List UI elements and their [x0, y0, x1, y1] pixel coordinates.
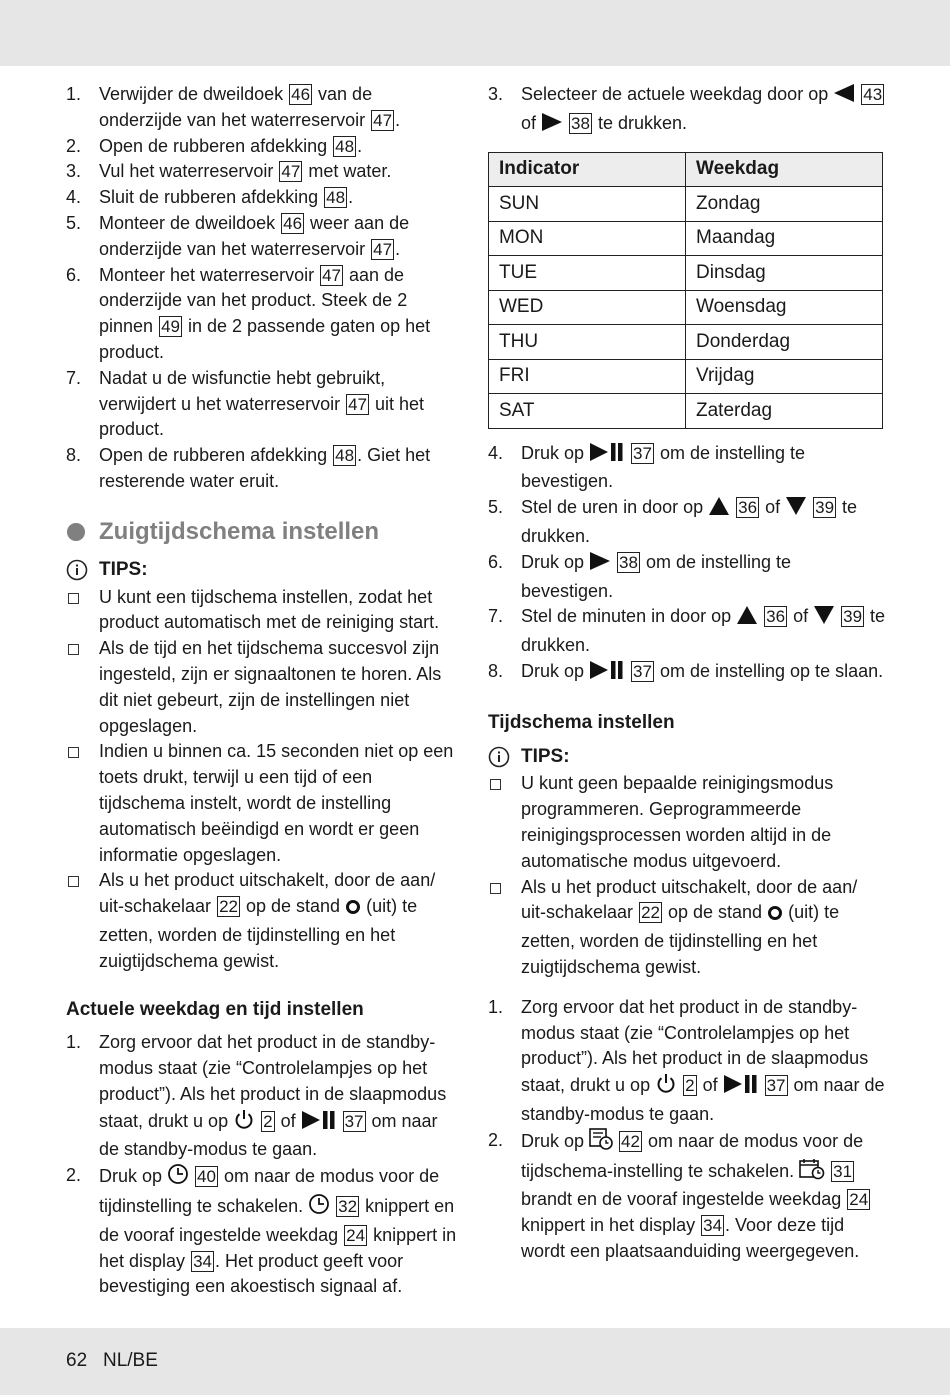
checkbox-bullet-icon: [68, 593, 79, 604]
reference-number: 2: [685, 1076, 695, 1096]
text-segment: Druk op: [521, 442, 590, 463]
list-item: [488, 441, 886, 496]
text-segment: of: [788, 606, 814, 627]
steps-list-c: [488, 441, 886, 688]
reference-number: 47: [373, 110, 393, 130]
play-pause-icon: [589, 442, 625, 470]
step-number: 1.: [66, 1032, 82, 1053]
reference-number: 32: [338, 1197, 358, 1217]
text-segment: . Giet het resterende water eruit.: [99, 445, 431, 491]
off-circle-icon: [345, 897, 361, 923]
text-segment: [855, 84, 860, 104]
text-segment: op de stand: [240, 896, 346, 917]
step-number: 1.: [66, 84, 82, 104]
text-segment: Stel de minuten in door op: [521, 606, 737, 627]
table-row: [489, 256, 883, 291]
text-segment: Druk op: [99, 1166, 168, 1187]
checkbox-bullet-icon: [68, 876, 79, 887]
text-segment: [563, 113, 568, 133]
text-segment: Open de rubberen afdekking: [99, 135, 333, 156]
text-segment: knippert en de vooraf ingestelde weekdag: [99, 1196, 455, 1245]
reference-number: 37: [766, 1076, 786, 1096]
reference-number: 48: [335, 136, 355, 156]
text-segment: Als u het product uitschakelt, door de aan/ uit-schakelaar: [521, 876, 858, 923]
reference-number: 37: [344, 1111, 364, 1131]
play-pause-icon: [301, 1110, 337, 1138]
text-segment: op de stand: [662, 902, 768, 923]
text-segment: [758, 606, 763, 626]
list-item: [66, 366, 458, 443]
up-arrow-icon: [736, 605, 758, 633]
step-number: 8.: [488, 660, 504, 681]
weekday-cell: Maandag: [686, 221, 883, 256]
down-arrow-icon: [813, 605, 835, 633]
reference-number: 46: [291, 85, 311, 104]
step-number: 6.: [488, 551, 504, 572]
clock-icon: [167, 1163, 189, 1193]
text-segment: Nadat u de wisfunctie hebt gebruikt, verwijdert u het waterreservoir: [99, 367, 386, 414]
reference-number: 42: [621, 1131, 640, 1151]
step-3-list: [488, 82, 886, 140]
weekday-cell: Donderdag: [686, 325, 883, 360]
checkbox-bullet-icon: [490, 883, 501, 894]
left-arrow-icon: [833, 83, 855, 111]
indicator-cell: SAT: [489, 394, 686, 429]
text-segment: Als de tijd en het tijdschema succesvol zijn ingesteld, zijn er signaaltonen te horen. Als dit niet gebeurt, zijn de instellingen niet opgeslagen.: [99, 638, 442, 736]
text-segment: te drukken.: [521, 497, 858, 546]
reference-number: 34: [193, 1251, 212, 1271]
text-segment: .: [395, 109, 401, 130]
play-pause-icon: [723, 1074, 759, 1102]
reference-number: 47: [348, 394, 368, 414]
step-number: 6.: [66, 264, 82, 285]
text-segment: [759, 1075, 764, 1095]
text-segment: brandt en de vooraf ingestelde weekdag: [521, 1189, 847, 1210]
text-segment: [730, 497, 735, 517]
subheading: Actuele weekdag en tijd instellen: [66, 998, 364, 1020]
list-item: [488, 82, 886, 140]
text-segment: Monteer de dweildoek: [99, 212, 281, 233]
text-segment: Zorg ervoor dat het product in de standby-modus staat (zie “Controlelampjes op het product”). Als het product in de slaapmodus staat, drukt u op: [521, 996, 869, 1096]
text-segment: Druk op: [521, 1130, 590, 1151]
text-segment: [611, 552, 616, 572]
reference-number: 24: [849, 1190, 869, 1210]
step-number: 3.: [66, 161, 82, 182]
list-item: [488, 995, 886, 1128]
text-segment: Druk op: [521, 660, 590, 681]
text-segment: Monteer het waterreservoir: [99, 264, 320, 285]
weekday-cell: Dinsdag: [686, 256, 883, 291]
text-segment: om de instelling te bevestigen.: [521, 551, 792, 601]
text-segment: (uit) te zetten, worden de tijdinstelling en het zuigtijdschema gewist.: [99, 896, 418, 971]
text-segment: Verwijder de dweildoek: [99, 84, 289, 104]
list-item: [66, 159, 458, 185]
steps-list-d: [488, 995, 886, 1265]
list-item: [66, 211, 458, 263]
step-number: 7.: [66, 367, 82, 388]
text-segment: [330, 1196, 335, 1216]
text-segment: om de instelling op te slaan.: [654, 660, 884, 681]
tips-list: [488, 771, 886, 980]
schedule-icon: [589, 1128, 613, 1158]
text-segment: knippert in het display: [99, 1224, 457, 1271]
reference-number: 43: [863, 85, 883, 104]
step-number: 2.: [488, 1129, 504, 1150]
step-number: 3.: [488, 84, 504, 104]
list-item: [66, 1030, 458, 1163]
text-segment: om naar de modus voor de tijdschema-instelling te schakelen.: [521, 1130, 864, 1181]
step-number: 7.: [488, 606, 504, 627]
reference-number: 47: [373, 239, 393, 259]
list-item: [488, 875, 886, 981]
text-segment: om naar de standby-modus te gaan.: [521, 1075, 885, 1124]
page-number: 62: [66, 1350, 88, 1371]
checkbox-bullet-icon: [68, 747, 79, 758]
step-number: 4.: [488, 442, 504, 463]
text-segment: of: [697, 1075, 723, 1096]
step-number: 5.: [488, 497, 504, 518]
table-header: Weekdag: [686, 152, 883, 187]
left-column: [66, 82, 458, 1300]
text-segment: Selecteer de actuele weekdag door op: [521, 84, 834, 104]
right-arrow-icon: [589, 551, 611, 579]
weekday-table: [488, 152, 883, 429]
text-segment: of: [275, 1110, 301, 1131]
reference-number: 38: [619, 552, 638, 572]
text-segment: uit het product.: [99, 393, 425, 440]
right-column: [488, 82, 886, 1265]
table-row: [489, 325, 883, 360]
reference-number: 31: [833, 1161, 853, 1181]
text-segment: U kunt geen bepaalde reinigingsmodus programmeren. Geprogrammeerde reinigingsprocessen worden altijd in de automatische modus uitgevoerd.: [521, 773, 834, 871]
list-item: [488, 659, 886, 688]
play-pause-icon: [589, 660, 625, 688]
reference-number: 36: [738, 498, 758, 518]
reference-number: 47: [281, 162, 301, 182]
indicator-cell: WED: [489, 290, 686, 325]
step-number: 2.: [66, 1165, 82, 1186]
list-item: [66, 82, 458, 134]
table-row: [489, 187, 883, 222]
text-segment: [189, 1166, 194, 1186]
clock-icon: [308, 1193, 330, 1223]
table-row: [489, 394, 883, 429]
list-item: [66, 263, 458, 366]
list-item: [488, 550, 886, 605]
section-title: Zuigtijdschema instellen: [66, 517, 458, 547]
subheading: Tijdschema instellen: [488, 711, 675, 733]
text-segment: . Voor deze tijd wordt een plaatsaanduiding weergegeven.: [521, 1215, 860, 1261]
text-segment: of: [760, 497, 786, 518]
power-icon: [233, 1108, 255, 1138]
calendar-clock-icon: [799, 1158, 825, 1188]
reference-number: 39: [843, 607, 863, 627]
text-segment: Druk op: [521, 551, 590, 572]
indicator-cell: MON: [489, 221, 686, 256]
reference-number: 22: [219, 897, 238, 917]
checkbox-bullet-icon: [490, 779, 501, 790]
language-code: NL/BE: [102, 1350, 158, 1371]
reference-number: 47: [322, 265, 342, 285]
tips-heading: TIPS:: [488, 744, 886, 770]
down-arrow-icon: [785, 496, 807, 524]
text-segment: [255, 1111, 260, 1131]
reference-number: 39: [815, 498, 835, 518]
text-segment: U kunt een tijdschema instellen, zodat het product automatisch met de reiniging start.: [99, 586, 440, 633]
text-segment: Indien u binnen ca. 15 seconden niet op een toets drukt, terwijl u een tijd of een tijdschema instelt, wordt de instelling automatisch beëindigd en wordt er geen informatie opgeslagen.: [99, 741, 454, 865]
text-segment: [625, 661, 630, 681]
reference-number: 34: [703, 1216, 723, 1236]
steps-list-b: [66, 1030, 458, 1300]
text-segment: of: [521, 112, 542, 133]
list-item: [488, 604, 886, 659]
text-segment: [613, 1131, 618, 1151]
table-row: [489, 221, 883, 256]
indicator-cell: FRI: [489, 359, 686, 394]
list-item: [66, 185, 458, 211]
text-segment: om de instelling te bevestigen.: [521, 442, 806, 492]
power-icon: [655, 1072, 677, 1102]
text-segment: aan de onderzijde van het product. Steek de 2 pinnen: [99, 264, 408, 337]
weekday-cell: Zondag: [686, 187, 883, 222]
text-segment: . Het product geeft voor bevestiging een akoestisch signaal af.: [99, 1250, 404, 1297]
step-number: 5.: [66, 212, 82, 233]
list-item: [488, 495, 886, 550]
text-segment: .: [395, 238, 401, 259]
text-segment: [677, 1075, 682, 1095]
text-segment: Stel de uren in door op: [521, 497, 709, 518]
text-segment: .: [348, 187, 354, 208]
reference-number: 49: [161, 317, 180, 337]
text-segment: Open de rubberen afdekking: [99, 445, 333, 466]
right-arrow-icon: [541, 112, 563, 140]
list-item: [66, 1163, 458, 1300]
table-row: [489, 359, 883, 394]
text-segment: .: [357, 135, 363, 156]
indicator-cell: TUE: [489, 256, 686, 291]
step-number: 4.: [66, 187, 82, 208]
text-segment: met water.: [303, 161, 392, 182]
text-segment: [835, 606, 840, 626]
list-item: [66, 739, 458, 868]
off-circle-icon: [767, 903, 783, 929]
section-bullet-icon: [67, 523, 85, 541]
text-segment: weer aan de onderzijde van het waterreservoir: [99, 212, 410, 259]
text-segment: Sluit de rubberen afdekking: [99, 187, 324, 208]
step-number: 8.: [66, 445, 82, 466]
list-item: [66, 443, 458, 495]
step-number: 2.: [66, 135, 82, 156]
text-segment: Zorg ervoor dat het product in de standby-modus staat (zie “Controlelampjes op het product”). Als het product in de slaapmodus staat, drukt u op: [99, 1032, 447, 1131]
list-item: [66, 585, 458, 637]
reference-number: 48: [335, 446, 355, 466]
reference-number: 22: [641, 903, 660, 923]
list-item: [488, 771, 886, 874]
reference-number: 37: [633, 443, 652, 463]
list-item: [66, 868, 458, 974]
reference-number: 46: [283, 213, 303, 233]
reference-number: 2: [263, 1111, 273, 1131]
steps-list-a: [66, 82, 458, 495]
reference-number: 24: [346, 1225, 366, 1245]
table-header: Indicator: [489, 152, 686, 187]
top-bar: [0, 0, 950, 66]
text-segment: Als u het product uitschakelt, door de aan/ uit-schakelaar: [99, 870, 436, 917]
text-segment: te drukken.: [592, 112, 688, 133]
text-segment: van de onderzijde van het waterreservoir: [99, 84, 373, 130]
text-segment: [825, 1161, 830, 1181]
text-segment: om naar de modus voor de tijdinstelling te schakelen.: [99, 1166, 440, 1217]
text-segment: knippert in het display: [521, 1215, 701, 1236]
step-number: 1.: [488, 996, 504, 1017]
weekday-cell: Zaterdag: [686, 394, 883, 429]
text-segment: [807, 497, 812, 517]
list-item: [488, 1128, 886, 1265]
text-segment: in de 2 passende gaten op het product.: [99, 316, 431, 362]
reference-number: 37: [633, 661, 652, 681]
text-segment: [625, 443, 630, 463]
text-segment: te drukken.: [521, 606, 886, 656]
table-header-row: [489, 152, 883, 187]
page-footer: [66, 1350, 158, 1372]
table-row: [489, 290, 883, 325]
checkbox-bullet-icon: [68, 644, 79, 655]
reference-number: 48: [326, 188, 346, 208]
reference-number: 40: [197, 1167, 216, 1187]
weekday-cell: Woensdag: [686, 290, 883, 325]
tips-list: [66, 585, 458, 975]
text-segment: (uit) te zetten, worden de tijdinstelling en het zuigtijdschema gewist.: [521, 902, 840, 977]
reference-number: 38: [571, 113, 590, 133]
text-segment: om naar de standby-modus te gaan.: [99, 1110, 438, 1160]
indicator-cell: SUN: [489, 187, 686, 222]
text-segment: [337, 1111, 342, 1131]
text-segment: Vul het waterreservoir: [99, 161, 279, 182]
weekday-cell: Vrijdag: [686, 359, 883, 394]
up-arrow-icon: [708, 496, 730, 524]
list-item: [66, 636, 458, 739]
reference-number: 36: [766, 607, 786, 627]
indicator-cell: THU: [489, 325, 686, 360]
tips-heading: TIPS:: [66, 557, 458, 583]
list-item: [66, 134, 458, 160]
